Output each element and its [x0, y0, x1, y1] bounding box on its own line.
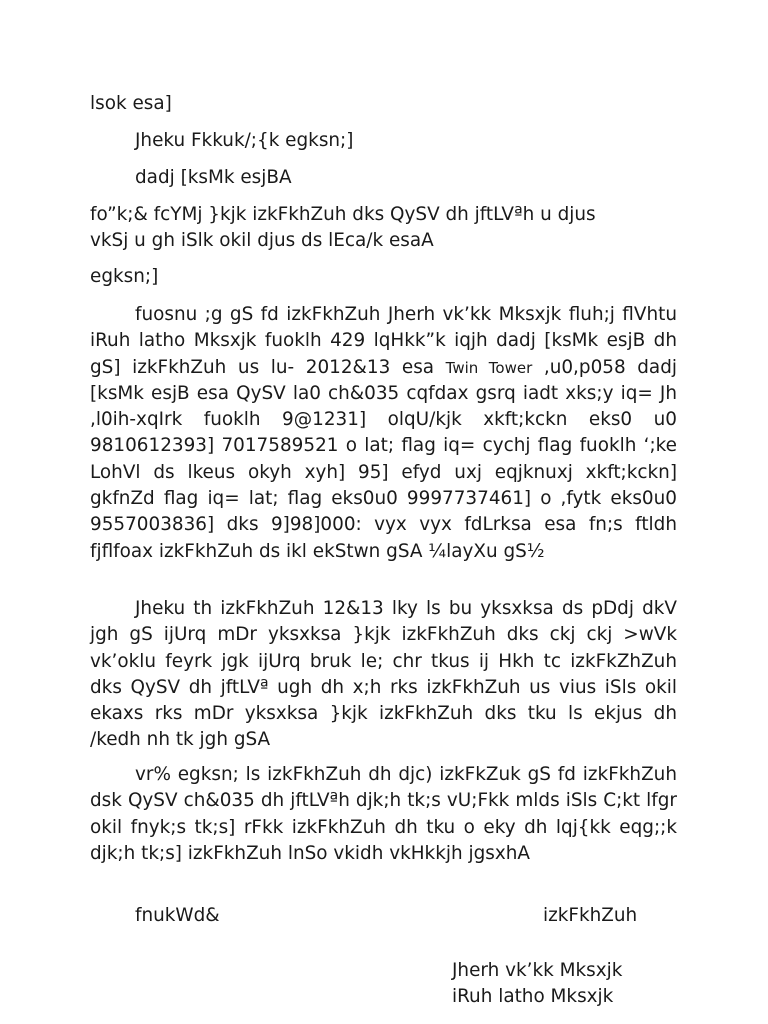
addressee-name: Jheku Fkkuk/;{k egksn;] — [135, 130, 354, 151]
paragraph-2 — [90, 596, 677, 754]
greeting: egksn;] — [90, 266, 159, 287]
subject-block — [90, 202, 677, 255]
signer-relation: iRuh latho Mksxjk — [452, 986, 614, 1007]
paragraph-1-part-1: fuosnu ;g gS fd izkFkhZuh Jherh vk’kk Mksxjk fluh;j flVhtu iRuh latho Mksxjk fuoklh 429 lqHkk”k iqjh dadj [ksMk esjB dh gS] izkFkhZuh us lu- 2012&13 esa — [90, 304, 677, 378]
paragraph-1 — [90, 302, 677, 565]
paragraph-2-text: Jheku th izkFkhZuh 12&13 lky ls bu yksxksa ds pDdj dkV jgh gS ijUrq mDr yksxksa }kjk izkFkhZuh dks ckj ckj >wVk vk’oklu feyrk jgk ijUrq bruk le; chr tkus ij Hkh tc izkFkZhZuh dks QySV dh jftLVª ugh dh x;h rks izkFkhZuh us vius iSls okil ekaxs rks mDr yksxksa }kjk izkFkhZuh dks tku ls ekjus dh /kedh nh tk jgh gSA — [90, 598, 677, 751]
subject-line-1: fo”k;& fcYMj }kjk izkFkhZuh dks QySV dh jftLVªh u djus — [90, 204, 596, 225]
paragraph-1-text — [90, 302, 677, 565]
subject-line-2: vkSj u gh iSlk okil djus ds lEca/k esaA — [90, 230, 434, 252]
paragraph-1-tower: Twin Tower — [445, 358, 533, 377]
date-label: fnukWd& — [135, 905, 220, 926]
signer-name: Jherh vk’kk Mksxjk — [452, 960, 623, 981]
applicant-label: izkFkhZuh — [543, 905, 638, 926]
addressee-line: lsok esa] — [90, 93, 172, 114]
paragraph-3-text: vr% egksn; ls izkFkhZuh dh djc) izkFkZuk gS fd izkFkhZuh dsk QySV ch&035 dh jftLVªh djk;h tk;s vU;Fkk mlds iSls C;kt lfgr okil fnyk;s tk;s] rFkk izkFkhZuh dh tku o eky dh lqj{kk eqg;;k djk;h tk;s] izkFkhZuh lnSo vkidh vkHkkjh jgsxhA — [90, 764, 677, 864]
paragraph-3 — [90, 762, 677, 867]
paragraph-1-part-2: ,u0,p058 dadj [ksMk esjB esa QySV la0 ch&035 cqfdax gsrq iadt xks;y iq= Jh ,l0ih-xqIrk fuoklh 9@1231] olqU/kjk xkft;kckn eks0 u0 9810612393] 7017589521 o lat; flag iq= cychj flag fuoklh ‘;ke LohVl ds lkeus okyh xyh] 95] efyd uxj eqjknuxj xkft;kckn] gkfnZd flag iq= lat; flag eks0u0 9997737461] o ,fytk eks0u0 9557003836] dks 9]98]000: vyx vyx fdLrksa esa fn;s ftldh fjflfoax izkFkhZuh ds ikl ekStwn gSA ¼layXu gS½ — [90, 356, 677, 562]
addressee-place: dadj [ksMk esjBA — [135, 167, 292, 188]
